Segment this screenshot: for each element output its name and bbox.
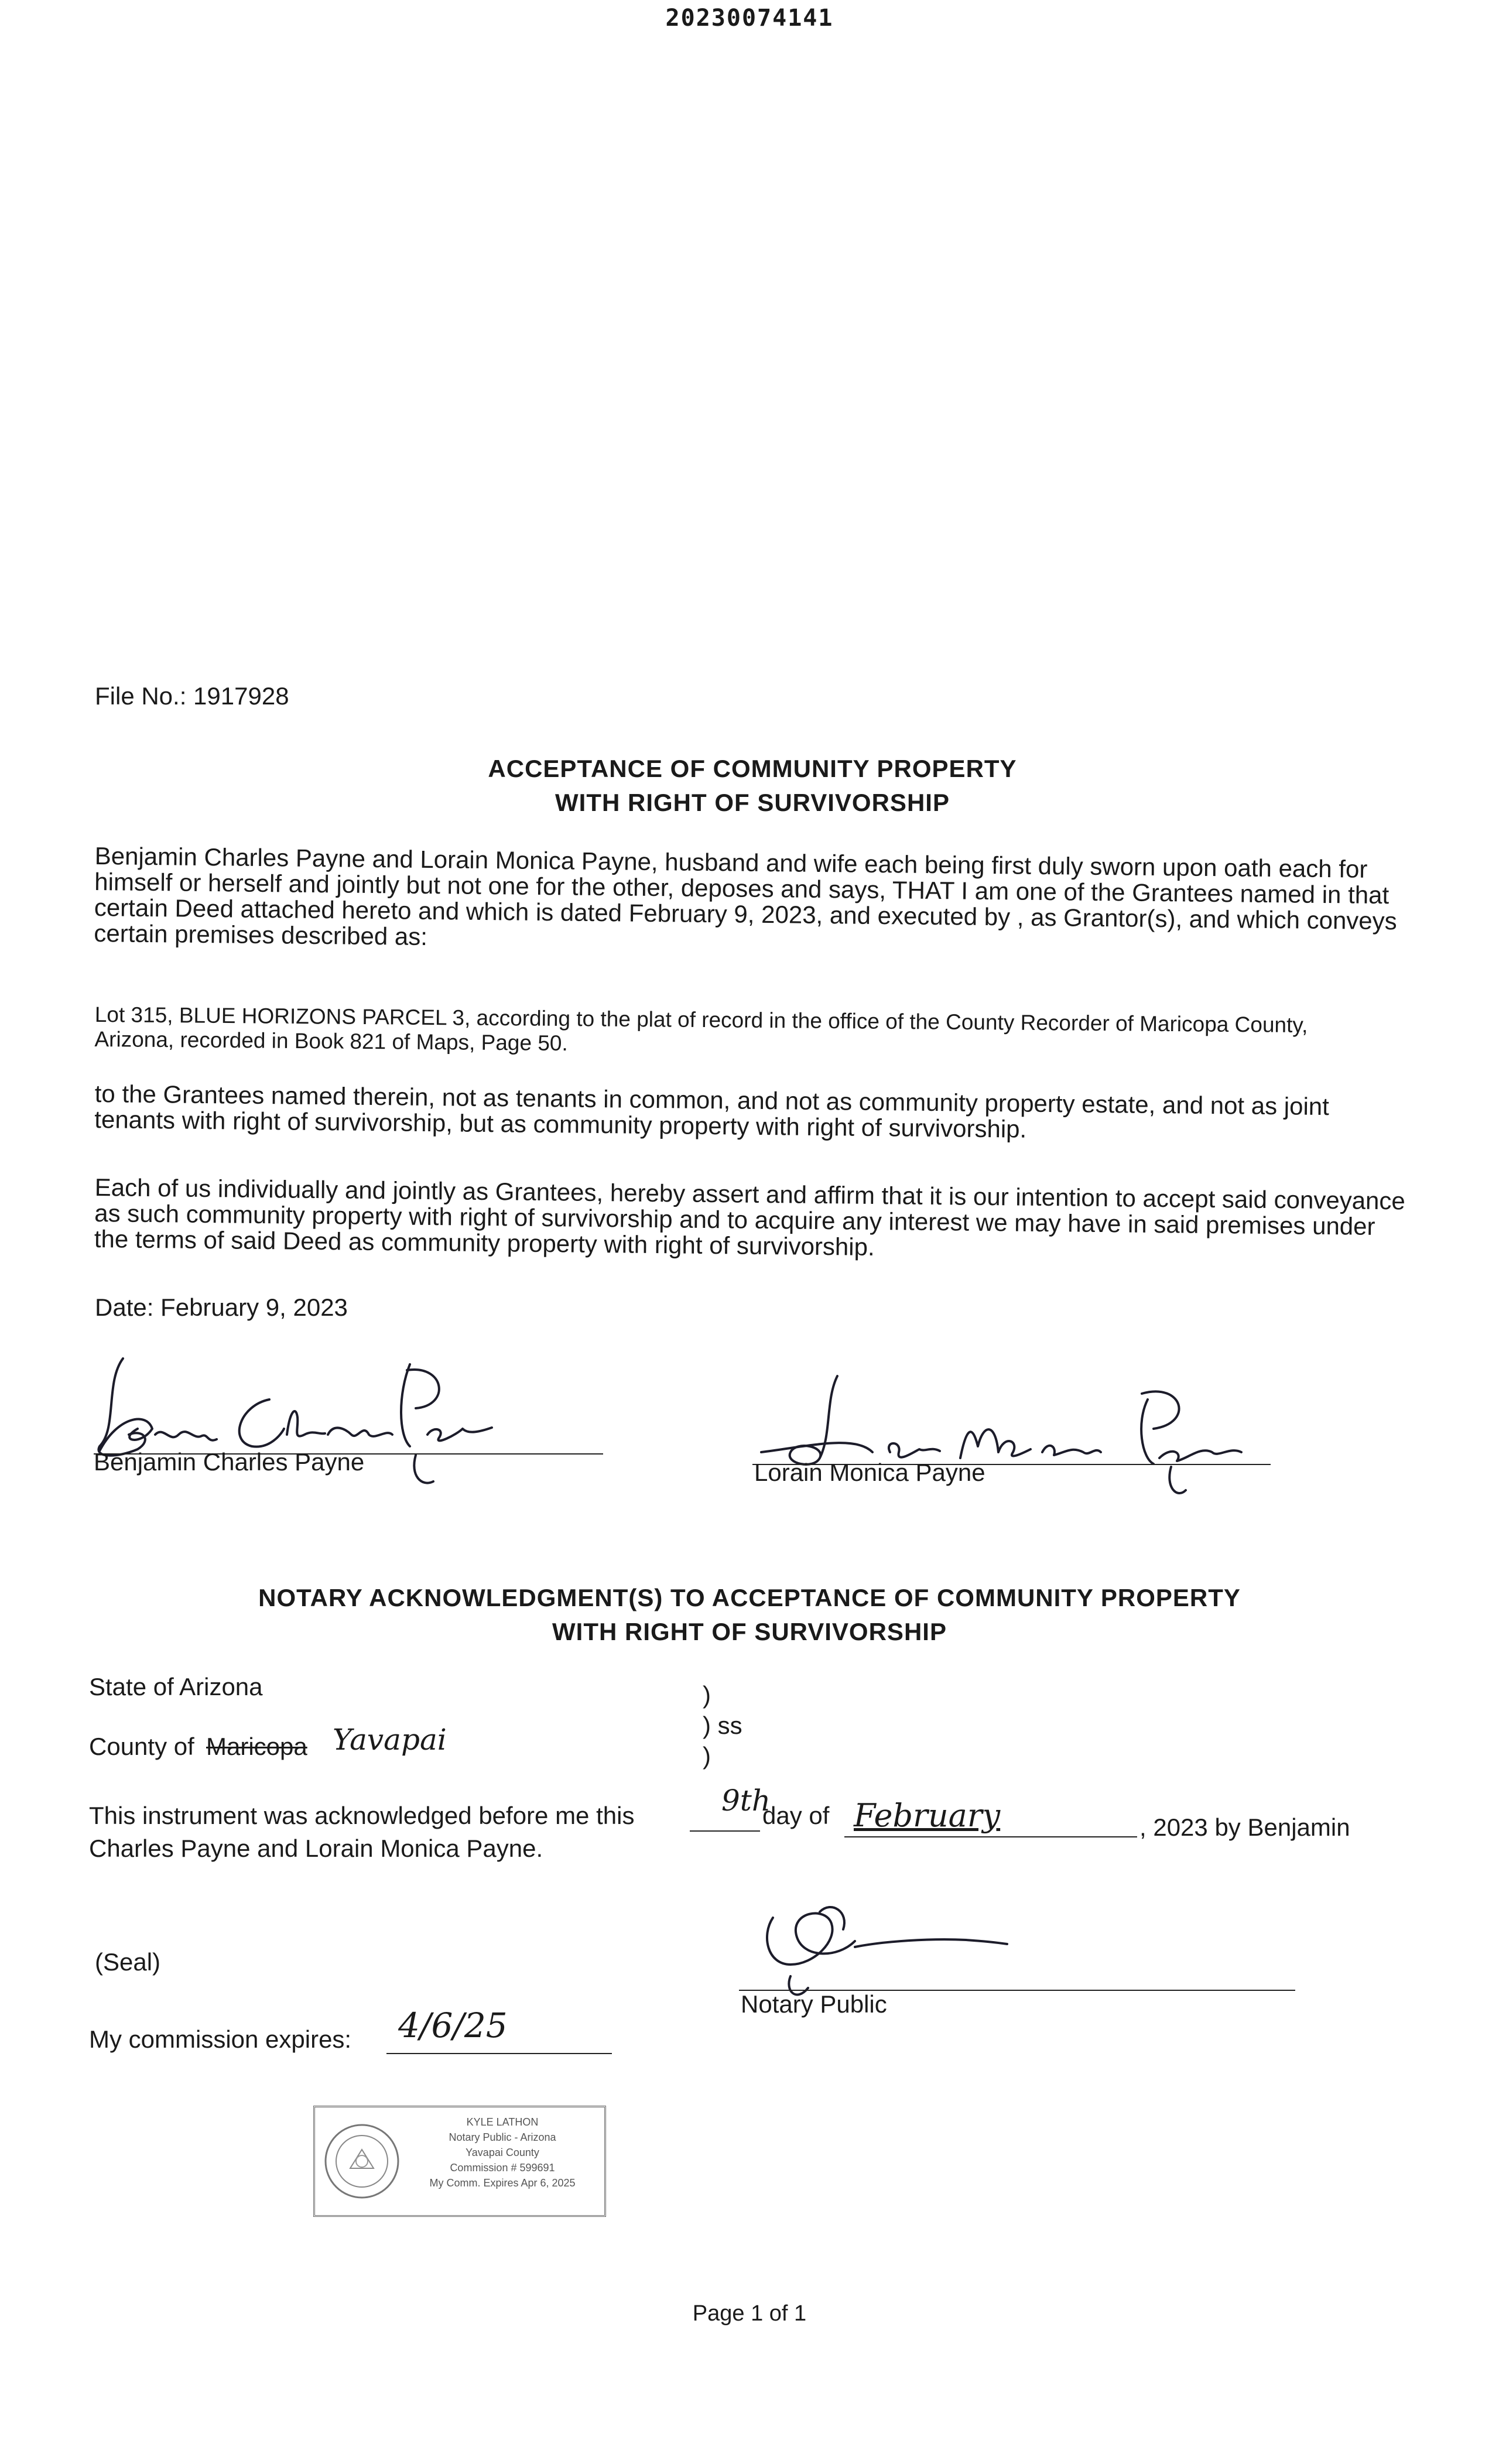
commission-value: 4/6/25 [398, 2006, 508, 2045]
recording-number: 20230074141 [665, 5, 834, 32]
venue-paren-2: ) ss [703, 1712, 742, 1739]
stamp-expiration: My Comm. Expires Apr 6, 2025 [429, 2177, 576, 2189]
venue-state: State of Arizona [89, 1673, 263, 1700]
document-title-line2: WITH RIGHT OF SURVIVORSHIP [555, 789, 950, 816]
notary-title [193, 1581, 1306, 1649]
venue-county-label: County of [89, 1733, 194, 1760]
month-blank-line [844, 1836, 1137, 1837]
commission-label: My commission expires: [89, 2025, 352, 2053]
venue-paren-1: ) [703, 1681, 711, 1709]
signer-name-benjamin: Benjamin Charles Payne [94, 1448, 365, 1476]
stamp-county: Yavapai County [466, 2147, 539, 2158]
stamp-commission-number: Commission # 599691 [450, 2162, 555, 2174]
venue-paren-3: ) [703, 1742, 711, 1770]
venue-county-handwritten: Yavapai [333, 1723, 447, 1757]
legal-description: Lot 315, BLUE HORIZONS PARCEL 3, according to the plat of record in the office of the County Recorder of Maricopa County, Arizona, recorded in Book 821 of Maps, Page 50. [94, 1002, 1308, 1056]
stamp-title: Notary Public - Arizona [449, 2131, 556, 2143]
grantees-paragraph: to the Grantees named therein, not as tenants in common, and not as community property estate, and not as joint tenants with right of survivorship, but as community property with right of survivorship. [94, 1080, 1330, 1143]
acknowledgment-text-2: day of [762, 1802, 830, 1829]
page-number: Page 1 of 1 [692, 2301, 807, 2326]
notary-title-line1: NOTARY ACKNOWLEDGMENT(S) TO ACCEPTANCE OF COMMUNITY PROPERTY [258, 1584, 1241, 1611]
stamp-name: KYLE LATHON [466, 2116, 539, 2128]
file-number: File No.: 1917928 [95, 682, 289, 710]
document-title [375, 752, 1130, 820]
acknowledgment-text-4: Charles Payne and Lorain Monica Payne. [89, 1835, 543, 1862]
month-handwritten: February [854, 1797, 1001, 1834]
notary-stamp [313, 2106, 606, 2217]
commission-line [386, 2053, 612, 2054]
notary-signature [732, 1888, 1083, 2006]
acknowledgment-text-3: , 2023 by Benjamin [1139, 1813, 1350, 1841]
notary-public-label: Notary Public [741, 1990, 887, 2018]
seal-label: (Seal) [95, 1948, 161, 1976]
signer-name-lorain: Lorain Monica Payne [754, 1459, 985, 1486]
oath-paragraph: Benjamin Charles Payne and Lorain Monica Payne, husband and wife each being first duly sworn upon oath each for himself or herself and jointly but not one for the other, deposes and says, THAT I am one of the Grantees named in that certain Deed attached hereto and which is dated February 9, 2023, and executed by , as Grantor(s), and which conveys certain premises described as: [94, 842, 1397, 950]
state-seal-icon [321, 2120, 403, 2202]
day-handwritten: 9th [721, 1784, 771, 1818]
document-title-line1: ACCEPTANCE OF COMMUNITY PROPERTY [488, 755, 1017, 782]
affirmation-paragraph: Each of us individually and jointly as Grantees, hereby assert and affirm that it is our intention to accept said conveyance as such community property with right of survivorship and to acquire any interest we may have in said premises under the terms of said Deed as community property with right of survivorship. [94, 1173, 1406, 1261]
acknowledgment-text-1: This instrument was acknowledged before me this [89, 1802, 635, 1829]
date-line: Date: February 9, 2023 [95, 1293, 348, 1321]
venue-county-struck: Maricopa [206, 1733, 307, 1760]
notary-title-line2: WITH RIGHT OF SURVIVORSHIP [552, 1618, 947, 1645]
day-blank-line [690, 1830, 760, 1832]
